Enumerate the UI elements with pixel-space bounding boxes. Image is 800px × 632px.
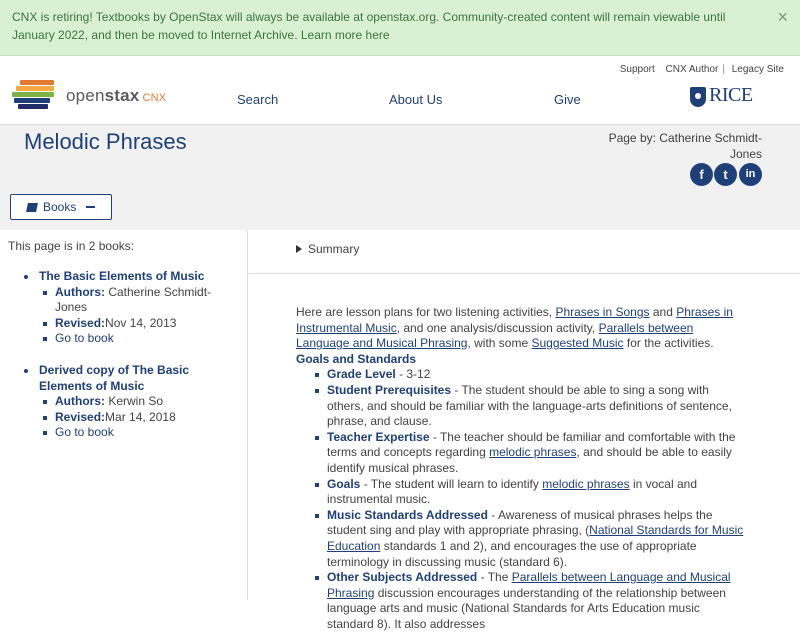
goals-heading: Goals and Standards (296, 351, 417, 366)
rice-wordmark: RICE (709, 84, 753, 106)
nav-about-us[interactable]: About Us (389, 92, 443, 107)
title-bar (0, 124, 800, 230)
logo-open-text: open (66, 86, 105, 105)
item-label: Teacher Expertise (327, 429, 430, 444)
twitter-icon[interactable]: t (714, 163, 737, 186)
top-links (616, 64, 788, 75)
item-text: standards 1 and 2), and encourages the use of appropriate terminology in discussing music (standard 6). (327, 538, 697, 569)
book-revised (55, 316, 234, 332)
list-item (327, 570, 748, 632)
suggested-music-link[interactable]: Suggested Music (531, 336, 624, 351)
logo-bars-icon (12, 80, 58, 110)
close-icon[interactable]: × (777, 7, 788, 27)
legacy-site-link[interactable]: Legacy Site (731, 64, 784, 75)
item-text: - The student will learn to identify (360, 476, 543, 491)
books-intro: This page is in 2 books: (8, 239, 135, 253)
book-authors (55, 285, 234, 316)
book-icon (26, 203, 38, 212)
revised-label: Revised: (55, 409, 106, 424)
list-item (327, 477, 748, 508)
item-text: - The teacher should be familiar and comfortable with the terms and concepts regarding (327, 429, 736, 460)
item-text: discussion encourages understanding of the relationship between language arts and music (National Standards for Arts Education music standard 8). It also addresses (327, 585, 726, 631)
item-label: Goals (327, 476, 361, 491)
openstax-cnx-logo[interactable] (12, 80, 182, 114)
linkedin-icon[interactable]: in (739, 163, 762, 186)
rice-logo[interactable] (690, 84, 753, 110)
book-authors (55, 394, 229, 410)
go-to-book-text[interactable]: Go to book (55, 331, 114, 345)
logo-bar (14, 98, 50, 103)
item-label: Music Standards Addressed (327, 507, 488, 522)
text: and (649, 305, 677, 319)
logo-bar (20, 80, 54, 85)
go-to-book-link[interactable] (55, 425, 229, 441)
item-text: in vocal and instrumental music. (327, 476, 697, 507)
go-to-book-link[interactable] (55, 331, 234, 347)
logo-bar (18, 104, 48, 109)
list-item (327, 383, 748, 430)
list-item (327, 430, 748, 477)
revised-value: Mar 14, 2018 (105, 409, 176, 424)
cnx-author-link[interactable]: CNX Author (665, 64, 719, 75)
item-text: , and should be able to easily identify musical phrases. (327, 445, 732, 475)
book-entry (24, 269, 234, 347)
goals-list (296, 367, 748, 632)
text: Here are lesson plans for two listening activities, (296, 305, 556, 319)
banner-text: CNX is retiring! Textbooks by OpenStax will always be available at openstax.org. Community-created content will remain viewable until January 2022, and then be moved to Internet Archive. Learn more here (12, 10, 726, 42)
nav-give[interactable]: Give (554, 92, 581, 107)
authors-value: Catherine Schmidt-Jones (55, 284, 212, 314)
nav-search[interactable]: Search (237, 92, 279, 107)
logo-cnx-text: CNX (142, 92, 167, 104)
logo-wordmark (66, 86, 166, 106)
item-text: - 3-12 (395, 367, 431, 382)
summary-label: Summary (308, 242, 360, 256)
authors-label: Authors: (55, 394, 105, 408)
books-button-label: Books (43, 200, 77, 214)
list-item (327, 367, 748, 383)
parallels-link[interactable]: Parallels between Language and Musical Phrasing (296, 320, 694, 351)
parallels-link[interactable]: Parallels between Language and Musical Phrasing (327, 570, 731, 600)
revised-label: Revised: (55, 315, 106, 330)
item-label: Grade Level (327, 367, 396, 382)
support-link[interactable]: Support (619, 64, 655, 75)
phrases-in-songs-link[interactable]: Phrases in Songs (555, 305, 650, 319)
book-entry (24, 363, 229, 441)
link-divider: | (722, 64, 725, 75)
logo-bar (16, 86, 54, 91)
text: , and one analysis/discussion activity, (396, 320, 599, 335)
national-standards-link[interactable]: National Standards for Music Education (327, 523, 744, 553)
item-label: Student Prerequisites (327, 382, 452, 397)
book-title-link[interactable]: The Basic Elements of Music (24, 269, 234, 285)
authors-value: Kerwin So (105, 394, 164, 408)
item-text: - The student should be able to sing a song with others, and should be familiar with the language-arts definitions of sentence, phrase, and clause. (327, 382, 732, 429)
revised-value: Nov 14, 2013 (105, 315, 177, 330)
text: for the activities. (623, 336, 714, 351)
logo-bar (12, 92, 54, 97)
books-sidebar (0, 230, 248, 600)
summary-section (249, 230, 800, 274)
summary-toggle[interactable] (296, 242, 359, 256)
item-label: Other Subjects Addressed (327, 570, 478, 585)
page-content (296, 305, 748, 632)
book-revised (55, 410, 229, 426)
page-title: Melodic Phrases (24, 129, 187, 154)
books-toggle-button[interactable] (10, 194, 112, 220)
facebook-icon[interactable]: f (690, 163, 713, 186)
melodic-phrases-link[interactable]: melodic phrases (542, 476, 630, 491)
item-text: - The (477, 570, 512, 585)
list-item (327, 508, 748, 570)
rice-shield-icon (690, 87, 706, 107)
go-to-book-text[interactable]: Go to book (55, 425, 114, 439)
minus-icon (86, 206, 95, 208)
triangle-right-icon (296, 245, 302, 253)
site-header (0, 56, 800, 124)
melodic-phrases-link[interactable]: melodic phrases (489, 445, 577, 460)
item-text: - Awareness of musical phrases helps the student sing and play with appropriate phrasing, ( (327, 507, 713, 538)
intro-paragraph (296, 305, 748, 352)
book-title-link[interactable]: Derived copy of The Basic Elements of Music (24, 363, 229, 394)
logo-stax-text: stax (104, 86, 140, 105)
retirement-banner (0, 0, 800, 56)
authors-label: Authors: (55, 284, 105, 299)
phrases-instrumental-link[interactable]: Phrases in Instrumental Music (296, 305, 733, 335)
text: , with some (467, 336, 532, 351)
page-author: Page by: Catherine Schmidt-Jones (608, 131, 762, 161)
